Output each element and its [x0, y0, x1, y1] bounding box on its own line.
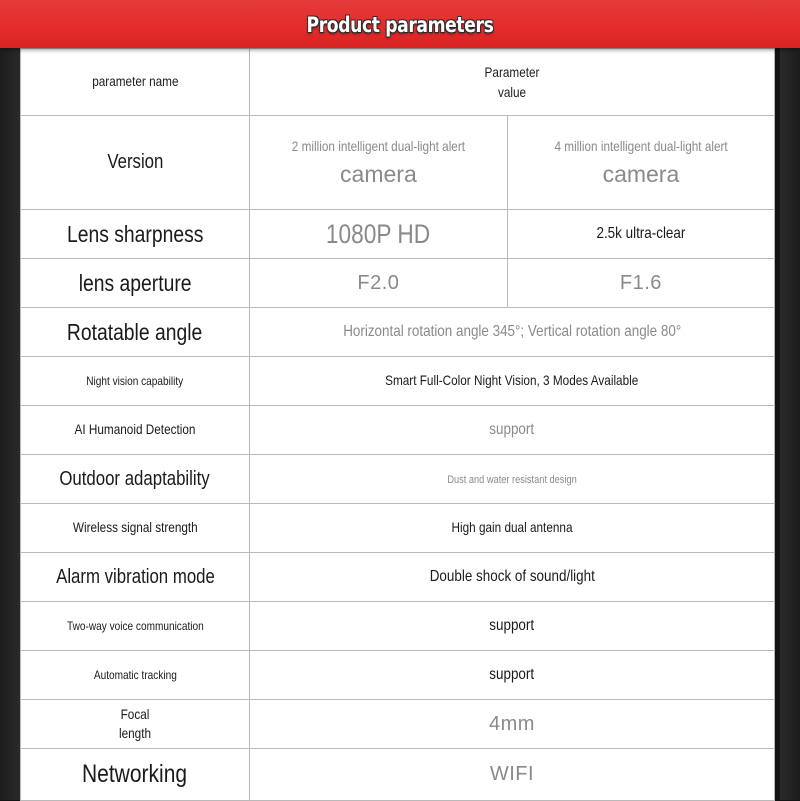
row-label-cell: [21, 602, 250, 651]
two-way-value: support: [489, 617, 535, 634]
lens-aperture-value-1: F2.0: [357, 271, 400, 294]
row-label-cell: [21, 259, 250, 308]
lens-aperture-value-cell-1: [249, 259, 507, 308]
header-value-label-line1: Parameter: [484, 64, 540, 80]
version-value-2-line2: camera: [602, 160, 680, 187]
table-row-ai-detection: [21, 406, 775, 455]
row-label-cell: [21, 553, 250, 602]
ai-detection-value-cell: [249, 406, 774, 455]
alarm-value-cell: [249, 553, 774, 602]
networking-value: WIFI: [489, 763, 535, 785]
networking-value-cell: [249, 749, 774, 801]
version-value-cell-1: [249, 116, 507, 210]
focal-value: 4mm: [489, 712, 535, 735]
header-value-label-line2: value: [497, 84, 527, 100]
row-label-cell: [21, 308, 250, 357]
alarm-value: Double shock of sound/light: [429, 568, 595, 585]
ai-detection-value: support: [489, 421, 535, 438]
row-label: AI Humanoid Detection: [74, 421, 196, 437]
lens-aperture-value-2: F1.6: [619, 271, 662, 294]
row-label: Night vision capability: [86, 374, 184, 388]
table-row-lens-sharpness: [21, 210, 775, 259]
table-row-outdoor-adaptability: [21, 455, 775, 504]
focal-value-cell: [249, 700, 774, 749]
row-label: Outdoor adaptability: [59, 467, 211, 490]
header-name-label: parameter name: [91, 73, 179, 89]
row-label: Automatic tracking: [93, 668, 177, 682]
row-label-cell: [21, 406, 250, 455]
row-label-cell: [21, 116, 250, 210]
row-label-cell: [21, 749, 250, 801]
row-label: Lens sharpness: [66, 220, 204, 247]
table-row-auto-tracking: [21, 651, 775, 700]
row-label: lens aperture: [78, 269, 192, 296]
table-row-focal-length: [21, 700, 775, 749]
rotatable-angle-value-cell: [249, 308, 774, 357]
row-label-cell: [21, 455, 250, 504]
row-label-line2: length: [118, 725, 152, 741]
version-value-1-line2: camera: [340, 160, 417, 187]
wireless-value-cell: [249, 504, 774, 553]
table-row-wireless-signal: [21, 504, 775, 553]
row-label-line1: Focal: [120, 706, 150, 722]
lens-aperture-value-cell-2: [507, 259, 774, 308]
tracking-value: support: [489, 666, 535, 683]
lens-sharpness-value-1: 1080P HD: [326, 218, 431, 249]
table-row-networking: [21, 749, 775, 801]
right-edge-shade: [780, 0, 800, 800]
lens-sharpness-value-cell-2: [507, 210, 774, 259]
night-vision-value-cell: [249, 357, 774, 406]
lens-sharpness-value-2: 2.5k ultra-clear: [596, 225, 686, 242]
wireless-value: High gain dual antenna: [451, 519, 573, 535]
two-way-value-cell: [249, 602, 774, 651]
row-label-cell: [21, 504, 250, 553]
night-vision-value: Smart Full-Color Night Vision, 3 Modes Available: [385, 372, 639, 388]
outdoor-value: Dust and water resistant design: [447, 474, 577, 486]
row-label-cell: [21, 210, 250, 259]
tracking-value-cell: [249, 651, 774, 700]
rotatable-angle-value: Horizontal rotation angle 345°; Vertical rotation angle 80°: [342, 323, 681, 340]
row-label: Version: [106, 151, 164, 173]
row-label-cell: [21, 700, 250, 749]
row-label: Two-way voice communication: [66, 619, 204, 633]
lens-sharpness-value-cell-1: [249, 210, 507, 259]
table-row-two-way-voice: [21, 602, 775, 651]
row-label-cell: [21, 357, 250, 406]
header-banner: [0, 0, 800, 48]
version-value-cell-2: [507, 116, 774, 210]
header-name-cell: [21, 49, 250, 116]
row-label: Alarm vibration mode: [55, 565, 215, 588]
row-label-cell: [21, 651, 250, 700]
row-label: Rotatable angle: [67, 318, 203, 345]
parameters-table: [20, 48, 775, 801]
table-row-rotatable-angle: [21, 308, 775, 357]
page-title: Product parameters: [306, 13, 494, 37]
table-row-alarm-mode: [21, 553, 775, 602]
row-label: Wireless signal strength: [72, 519, 198, 535]
table-row-version: [21, 116, 775, 210]
left-edge-shade: [0, 0, 20, 800]
row-label: Networking: [82, 760, 188, 788]
header-value-cell: [249, 49, 774, 116]
parameters-table-wrapper: [20, 48, 775, 800]
table-row-night-vision: [21, 357, 775, 406]
table-header-row: [21, 49, 775, 116]
table-row-lens-aperture: [21, 259, 775, 308]
outdoor-value-cell: [249, 455, 774, 504]
version-value-2-line1: 4 million intelligent dual-light alert: [554, 137, 728, 154]
version-value-1-line1: 2 million intelligent dual-light alert: [291, 137, 466, 154]
